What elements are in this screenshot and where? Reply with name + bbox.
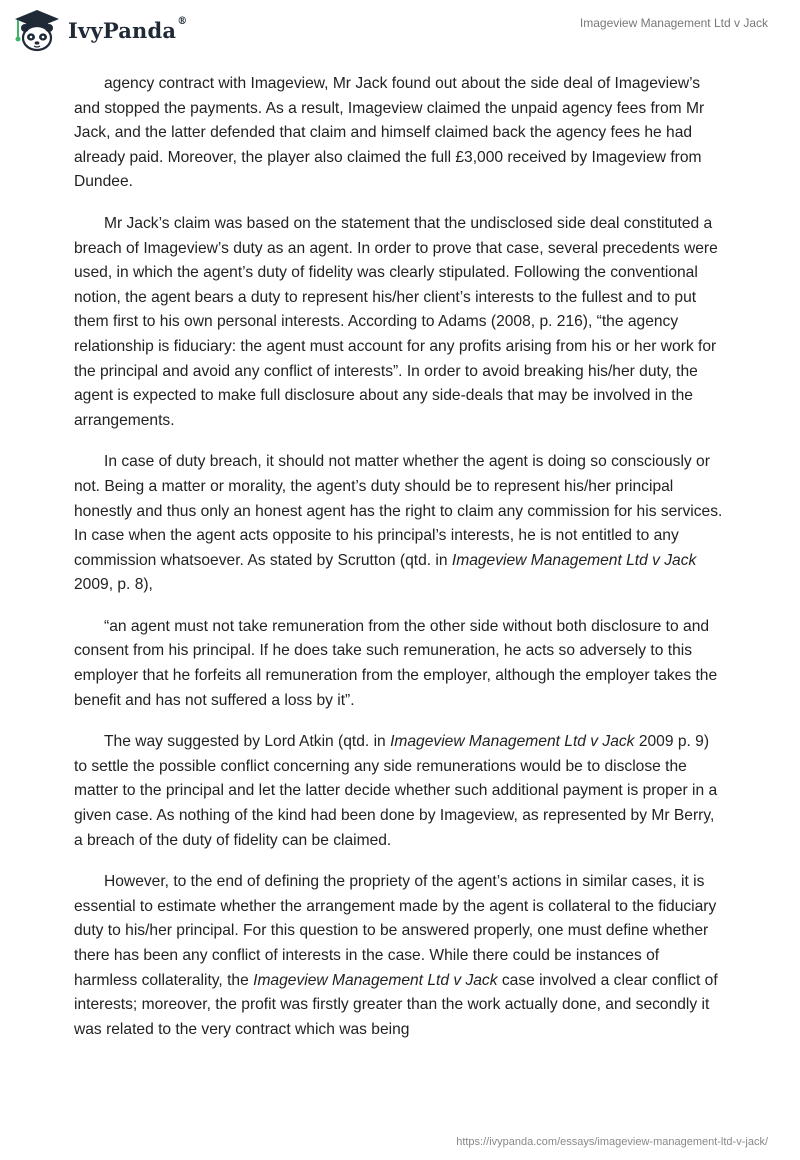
case-citation: Imageview Management Ltd v Jack (253, 971, 498, 989)
registered-mark: ® (177, 15, 188, 27)
page-header (0, 0, 800, 60)
case-citation: Imageview Management Ltd v Jack (451, 551, 697, 569)
paragraph-4: The way suggested by Lord Atkin (qtd. in Imageview Management Ltd v Jack 2009 p. 9) to settle the possible conflict concerning any side remunerations would be to disclose the matter to the principal and let the latter decide whether such additional payment is proper in a given case. As nothing of the kind had been done by Imageview, as represented by Mr Berry, a breach of the duty of fidelity can be claimed. (74, 733, 718, 849)
document-title: Imageview Management Ltd v Jack (579, 16, 768, 30)
source-url-link[interactable]: https://ivypanda.com/essays/imageview-management-ltd-v-jack/ (456, 1136, 768, 1148)
ivypanda-logo[interactable] (12, 8, 187, 52)
block-quote: “an agent must not take remuneration from the other side without both disclosure to and consent from his principal. If he does take such remuneration, he acts so adversely to this employer that he forfeits all remuneration from the employer, although the employer takes the benefit and has not suffered a loss by it”. (74, 617, 718, 709)
brand-name: IvyPanda® (68, 15, 188, 43)
paragraph-5: However, to the end of defining the propriety of the agent’s actions in similar cases, it is essential to estimate whether the arrangement made by the agent is collateral to the fiduciary duty to his/her principal. For this question to be answered properly, one must define whether there has been any conflict of interests in the case. While there could be instances of harmless collaterality, the Imageview Management Ltd v Jack case involved a clear conflict of interests; moreover, the profit was firstly greater than the work actually done, and secondly it was related to the very contract which was being (74, 873, 718, 1038)
essay-body (74, 72, 726, 1059)
paragraph-1: agency contract with Imageview, Mr Jack found out about the side deal of Imageview’s and stopped the payments. As a result, Imageview claimed the unpaid agency fees from Mr Jack, and the latter defended that claim and himself claimed back the agency fees he had already paid. Moreover, the player also claimed the full £3,000 received by Imageview from Dundee. (74, 75, 705, 191)
panda-graduate-icon (12, 8, 62, 52)
paragraph-2: Mr Jack’s claim was based on the statement that the undisclosed side deal constituted a breach of Imageview’s duty as an agent. In order to prove that case, several precedents were used, in which the agent’s duty of fidelity was clearly stipulated. Following the conventional notion, the agent bears a duty to represent his/her client’s interests to the fullest and to put them first to his own personal interests. According to Adams (2008, p. 216), “the agency relationship is fiduciary: the agent must account for any profits arising from his or her work for the principal and avoid any conflict of interests”. In order to avoid breaking his/her duty, the agent is expected to make full disclosure about any side-deals that may be involved in the arrangements. (74, 214, 718, 429)
case-citation: Imageview Management Ltd v Jack (390, 733, 635, 751)
paragraph-3: In case of duty breach, it should not matter whether the agent is doing so consciously or not. Being a matter or morality, the agent’s duty should be to represent his/her principal honestly and thus only an honest agent has the right to claim any commission for his services. In case when the agent acts opposite to his principal’s interests, he is not entitled to any commission whatsoever. As stated by Scrutton (qtd. in Imageview Management Ltd v Jack 2009, p. 8), (74, 453, 723, 594)
